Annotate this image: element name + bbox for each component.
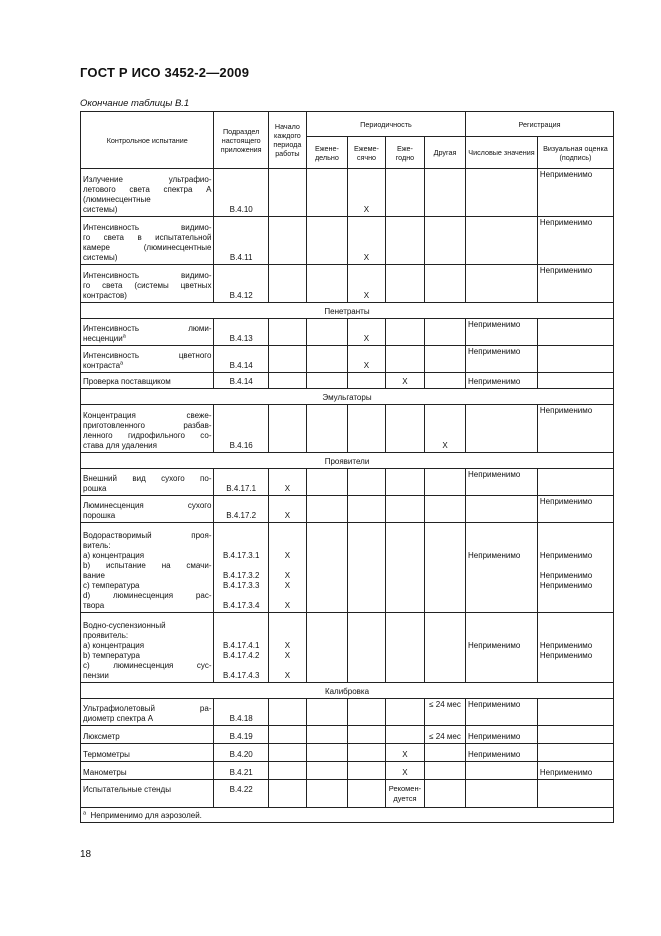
- subsection-ref: [214, 744, 268, 762]
- test-name: [81, 744, 214, 762]
- test-name-line: Водно-суспензионный: [83, 621, 166, 630]
- test-name-line: ленного гидрофильного со-: [83, 431, 212, 440]
- cell-empty: [424, 613, 465, 683]
- subsection-text: В.4.17.4.1: [222, 641, 260, 650]
- subsection-text: В.4.12: [229, 291, 253, 300]
- spacer: [540, 661, 611, 671]
- spacer: [271, 591, 304, 601]
- subsection-ref: [214, 762, 268, 780]
- numeric-na: Неприменимо: [466, 346, 538, 373]
- section-emulsifiers: Эмульгаторы: [81, 389, 614, 405]
- test-name-line: диометр спектра А: [83, 714, 154, 723]
- visual-na: Неприменимо: [537, 405, 613, 453]
- mark-x: X: [284, 671, 291, 680]
- cell-empty: [347, 744, 385, 762]
- cell-empty: [466, 169, 538, 217]
- subsection-text: В.4.17.3.1: [222, 551, 260, 560]
- subsection-ref: [214, 469, 268, 496]
- cell-empty: [466, 405, 538, 453]
- test-name-line: Испытательные стенды: [83, 785, 171, 794]
- cell-empty: [424, 744, 465, 762]
- cell-empty: [466, 496, 538, 523]
- table-row: [81, 496, 614, 523]
- control-tests-table: [80, 111, 614, 823]
- test-name-line: вание: [83, 571, 105, 580]
- test-name-line: системы): [83, 205, 118, 214]
- cell-empty: [306, 346, 347, 373]
- other-period: ≤ 24 мес: [424, 699, 465, 726]
- subsection-text: В.4.17.4.2: [222, 651, 260, 660]
- document-title: ГОСТ Р ИСО 3452-2—2009: [80, 65, 250, 80]
- footnote-text: Неприменимо для аэрозолей.: [90, 811, 202, 820]
- visual-na: Неприменимо: [539, 581, 593, 590]
- test-name: [81, 762, 214, 780]
- cell-empty: [306, 613, 347, 683]
- mark-yearly: X: [385, 373, 424, 389]
- spacer: [540, 591, 611, 601]
- cell-empty: [385, 523, 424, 613]
- subsection-text: В.4.21: [229, 768, 253, 777]
- table-row: [81, 319, 614, 346]
- test-name-line: [83, 334, 211, 344]
- test-name-line: твора: [83, 601, 105, 610]
- section-row: [81, 453, 614, 469]
- spacer: [216, 591, 265, 601]
- visual-na: Неприменимо: [537, 496, 613, 523]
- mark-monthly: X: [347, 169, 385, 217]
- cell-empty: [385, 319, 424, 346]
- subsection-text: В.4.14: [229, 361, 253, 370]
- other-period: ≤ 24 мес: [424, 726, 465, 744]
- cell-empty: [424, 265, 465, 303]
- header-periodicity: Периодичность: [306, 112, 465, 137]
- cell-empty: [268, 373, 306, 389]
- cell-empty: [306, 169, 347, 217]
- test-name: [81, 346, 214, 373]
- visual-na: Неприменимо: [539, 551, 593, 560]
- test-name: [81, 169, 214, 217]
- test-name-line: пензии: [83, 671, 109, 680]
- subsection-text: В.4.17.3.4: [222, 601, 260, 610]
- subsection-text: В.4.10: [229, 205, 253, 214]
- spacer: [468, 561, 535, 571]
- header-visual: Визуальная оценка (подпись): [537, 137, 613, 169]
- recommended: Рекомен-дуется: [385, 780, 424, 808]
- test-name-text: контраста: [83, 361, 121, 370]
- cell-empty: [385, 405, 424, 453]
- table-row: [81, 762, 614, 780]
- subsection-text: В.4.22: [229, 785, 253, 794]
- visual-na: Неприменимо: [539, 571, 593, 580]
- mark-monthly: X: [347, 265, 385, 303]
- mark-monthly: X: [347, 346, 385, 373]
- cell-empty: [537, 346, 613, 373]
- test-name-line: Интенсивность люми-: [83, 324, 212, 333]
- cell-empty: [268, 169, 306, 217]
- subsection-text: В.4.11: [229, 253, 253, 262]
- test-name: [81, 469, 214, 496]
- section-row: [81, 683, 614, 699]
- numeric-na: Неприменимо: [468, 641, 521, 650]
- test-name: [81, 373, 214, 389]
- cell-empty: [537, 699, 613, 726]
- cell-empty: [385, 346, 424, 373]
- subsection-text: В.4.17.1: [226, 484, 257, 493]
- spacer: [468, 671, 535, 681]
- spacer: [540, 671, 611, 681]
- numeric-na: Неприменимо: [466, 744, 538, 762]
- cell-empty: [268, 699, 306, 726]
- numeric-na: Неприменимо: [466, 373, 538, 389]
- test-name-line: Интенсивность цветного: [83, 351, 212, 360]
- cell-empty: [537, 744, 613, 762]
- cell-empty: [466, 780, 538, 808]
- table-row: [81, 405, 614, 453]
- header-registration: Регистрация: [466, 112, 614, 137]
- table-row: [81, 726, 614, 744]
- cell-empty: [347, 373, 385, 389]
- test-name-line: d) люминесценция рас-: [83, 591, 212, 600]
- table-caption: Окончание таблицы В.1: [80, 98, 190, 109]
- spacer: [468, 651, 535, 661]
- test-name-line: а) концентрация: [83, 641, 145, 650]
- subsection-text: В.4.13: [229, 334, 253, 343]
- test-name-line: Интенсивность видимо-: [83, 271, 212, 280]
- cell-empty: [347, 726, 385, 744]
- cell-empty: [347, 469, 385, 496]
- cell-empty: [385, 496, 424, 523]
- cell-empty: [268, 217, 306, 265]
- cell-empty: [466, 762, 538, 780]
- test-name-line: става для удаления: [83, 441, 157, 450]
- section-developers: Проявители: [81, 453, 614, 469]
- cell-empty: [306, 523, 347, 613]
- header-weekly: Ежене-дельно: [306, 137, 347, 169]
- test-name: [81, 613, 214, 683]
- test-name-line: системы): [83, 253, 118, 262]
- cell-empty: [347, 780, 385, 808]
- cell-empty: [424, 373, 465, 389]
- spacer: [468, 591, 535, 601]
- subsection-text: В.4.17.2: [226, 511, 257, 520]
- cell-empty: [306, 217, 347, 265]
- subsection-ref: [214, 265, 268, 303]
- cell-empty: [306, 762, 347, 780]
- test-name-line: го света (системы цветных: [83, 281, 212, 290]
- test-name-line: Излучение ультрафио-: [83, 175, 212, 184]
- cell-empty: [385, 613, 424, 683]
- cell-empty: [306, 780, 347, 808]
- header-test: Контрольное испытание: [81, 112, 214, 169]
- cell-empty: [385, 469, 424, 496]
- visual-na: Неприменимо: [537, 169, 613, 217]
- visual-na: Неприменимо: [537, 217, 613, 265]
- header-yearly: Еже-годно: [385, 137, 424, 169]
- test-name-line: Люксметр: [83, 732, 120, 741]
- cell-empty: [424, 496, 465, 523]
- spacer: [271, 661, 304, 671]
- numeric-cell: [466, 613, 538, 683]
- mark-x: X: [284, 581, 291, 590]
- subsection-ref: [214, 780, 268, 808]
- page-number: 18: [80, 849, 92, 860]
- cell-empty: [385, 699, 424, 726]
- header-monthly: Ежеме-сячно: [347, 137, 385, 169]
- mark-x: X: [284, 571, 291, 580]
- spacer: [540, 561, 611, 571]
- spacer: [468, 581, 535, 591]
- cell-empty: [306, 744, 347, 762]
- test-name-line: рошка: [83, 484, 107, 493]
- subsection-text: В.4.17.3.2: [222, 571, 260, 580]
- cell-empty: [268, 726, 306, 744]
- subsection-ref: [214, 405, 268, 453]
- subsection-ref: [214, 699, 268, 726]
- test-name-line: с) температура: [83, 581, 140, 590]
- subsection-text: В.4.18: [229, 714, 253, 723]
- cell-empty: [347, 523, 385, 613]
- table-row: [81, 523, 614, 613]
- cell-empty: [424, 469, 465, 496]
- test-name-line: (люминесцентные: [83, 195, 151, 204]
- test-name-line: го света в испытательной: [83, 233, 212, 242]
- mark-start-period: X: [268, 496, 306, 523]
- test-name-line: а) концентрация: [83, 551, 145, 560]
- section-calibration: Калибровка: [81, 683, 614, 699]
- test-name-line: b) испытание на смачи-: [83, 561, 212, 570]
- subsection-ref: [214, 726, 268, 744]
- test-name-line: Водорастворимый проя-: [83, 531, 212, 540]
- footnote-mark: а: [122, 333, 126, 340]
- test-name: [81, 319, 214, 346]
- test-name-line: Концентрация свеже-: [83, 411, 212, 420]
- test-name-line: b) температура: [83, 651, 140, 660]
- cell-empty: [385, 169, 424, 217]
- subsection-ref: [214, 523, 268, 613]
- cell-empty: [268, 780, 306, 808]
- mark-start-period: [268, 523, 306, 613]
- mark-monthly: X: [347, 217, 385, 265]
- footnote-mark: а: [83, 810, 87, 817]
- test-name: [81, 265, 214, 303]
- cell-empty: [424, 319, 465, 346]
- header-subsection: Подраздел настоящего приложения: [214, 112, 268, 169]
- cell-empty: [424, 169, 465, 217]
- cell-empty: [268, 405, 306, 453]
- spacer: [216, 561, 265, 571]
- subsection-ref: [214, 319, 268, 346]
- test-name-text: несценции: [83, 334, 123, 343]
- header-start-period: Начало каждого периода работы: [268, 112, 306, 169]
- subsection-text: В.4.19: [229, 732, 253, 741]
- numeric-na: Неприменимо: [468, 551, 521, 560]
- subsection-text: В.4.16: [229, 441, 253, 450]
- table-row: [81, 169, 614, 217]
- test-name-line: витель:: [83, 541, 111, 550]
- table-row: [81, 217, 614, 265]
- mark-x: X: [284, 651, 291, 660]
- cell-empty: [347, 762, 385, 780]
- spacer: [468, 571, 535, 581]
- table-row: [81, 613, 614, 683]
- numeric-na: Неприменимо: [466, 699, 538, 726]
- cell-empty: [306, 469, 347, 496]
- test-name-line: камере (люминесцентные: [83, 243, 212, 252]
- numeric-na: Неприменимо: [466, 319, 538, 346]
- table-row: [81, 373, 614, 389]
- cell-empty: [347, 613, 385, 683]
- subsection-ref: [214, 373, 268, 389]
- subsection-ref: [214, 169, 268, 217]
- test-name-line: Проверка поставщиком: [83, 377, 171, 386]
- spacer: [540, 601, 611, 611]
- visual-cell: [537, 523, 613, 613]
- spacer: [216, 661, 265, 671]
- cell-empty: [268, 762, 306, 780]
- mark-x: X: [284, 551, 291, 560]
- spacer: [468, 661, 535, 671]
- cell-empty: [424, 780, 465, 808]
- cell-empty: [268, 319, 306, 346]
- cell-empty: [537, 780, 613, 808]
- cell-empty: [537, 373, 613, 389]
- mark-monthly: X: [347, 319, 385, 346]
- cell-empty: [424, 217, 465, 265]
- mark-other: X: [424, 405, 465, 453]
- test-name-line: Ультрафиолетовый ра-: [83, 704, 212, 713]
- subsection-ref: [214, 217, 268, 265]
- visual-na: Неприменимо: [539, 641, 593, 650]
- subsection-ref: [214, 346, 268, 373]
- subsection-text: В.4.17.4.3: [222, 671, 260, 680]
- header-numeric: Числовые значения: [466, 137, 538, 169]
- cell-empty: [537, 726, 613, 744]
- cell-empty: [306, 699, 347, 726]
- cell-empty: [385, 265, 424, 303]
- subsection-ref: [214, 496, 268, 523]
- cell-empty: [268, 346, 306, 373]
- footnote-mark: а: [120, 360, 124, 367]
- test-name-line: Внешний вид сухого по-: [83, 474, 212, 483]
- test-name-line: проявитель:: [83, 631, 129, 640]
- test-name-line: порошка: [83, 511, 116, 520]
- cell-empty: [466, 265, 538, 303]
- visual-na: Неприменимо: [537, 762, 613, 780]
- cell-empty: [424, 346, 465, 373]
- cell-empty: [347, 699, 385, 726]
- test-name: [81, 496, 214, 523]
- subsection-text: В.4.17.3.3: [222, 581, 260, 590]
- mark-start-period: X: [268, 469, 306, 496]
- visual-cell: [537, 613, 613, 683]
- test-name-line: Люминесценция сухого: [83, 501, 212, 510]
- cell-empty: [306, 405, 347, 453]
- cell-empty: [306, 373, 347, 389]
- visual-na: Неприменимо: [539, 651, 593, 660]
- cell-empty: [537, 469, 613, 496]
- test-name: [81, 726, 214, 744]
- test-name-line: Интенсивность видимо-: [83, 223, 212, 232]
- cell-empty: [385, 726, 424, 744]
- numeric-na: Неприменимо: [466, 726, 538, 744]
- cell-empty: [306, 726, 347, 744]
- section-row: [81, 389, 614, 405]
- test-name: [81, 780, 214, 808]
- footnote-row: [81, 808, 614, 823]
- visual-na: Неприменимо: [537, 265, 613, 303]
- cell-empty: [347, 496, 385, 523]
- test-name-line: Манометры: [83, 768, 127, 777]
- cell-empty: [268, 744, 306, 762]
- mark-yearly: X: [385, 762, 424, 780]
- subsection-text: В.4.20: [229, 750, 253, 759]
- cell-empty: [306, 265, 347, 303]
- numeric-cell: [466, 523, 538, 613]
- subsection-ref: [214, 613, 268, 683]
- cell-empty: [347, 405, 385, 453]
- cell-empty: [268, 265, 306, 303]
- test-name-line: приготовленного разбав-: [83, 421, 212, 430]
- subsection-text: В.4.14: [229, 377, 253, 386]
- cell-empty: [466, 217, 538, 265]
- mark-start-period: [268, 613, 306, 683]
- spacer: [468, 601, 535, 611]
- table-row: [81, 265, 614, 303]
- cell-empty: [306, 319, 347, 346]
- test-name-line: Термометры: [83, 750, 130, 759]
- test-name: [81, 523, 214, 613]
- table-row: [81, 744, 614, 762]
- table-row: [81, 780, 614, 808]
- cell-empty: [424, 762, 465, 780]
- test-name-line: летового света спектра А: [83, 185, 212, 194]
- cell-empty: [306, 496, 347, 523]
- test-name-line: контрастов): [83, 291, 127, 300]
- header-other: Другая: [424, 137, 465, 169]
- cell-empty: [424, 523, 465, 613]
- mark-x: X: [284, 641, 291, 650]
- test-name-line: с) люминесценция сус-: [83, 661, 212, 670]
- cell-empty: [537, 319, 613, 346]
- section-penetrants: Пенетранты: [81, 303, 614, 319]
- table-row: [81, 469, 614, 496]
- test-name: [81, 405, 214, 453]
- table-row: [81, 699, 614, 726]
- table-row: [81, 346, 614, 373]
- test-name-line: [83, 361, 211, 371]
- test-name: [81, 217, 214, 265]
- test-name: [81, 699, 214, 726]
- section-row: [81, 303, 614, 319]
- footnote: [81, 808, 614, 823]
- mark-yearly: X: [385, 744, 424, 762]
- mark-x: X: [284, 601, 291, 610]
- cell-empty: [385, 217, 424, 265]
- numeric-na: Неприменимо: [466, 469, 538, 496]
- spacer: [271, 561, 304, 571]
